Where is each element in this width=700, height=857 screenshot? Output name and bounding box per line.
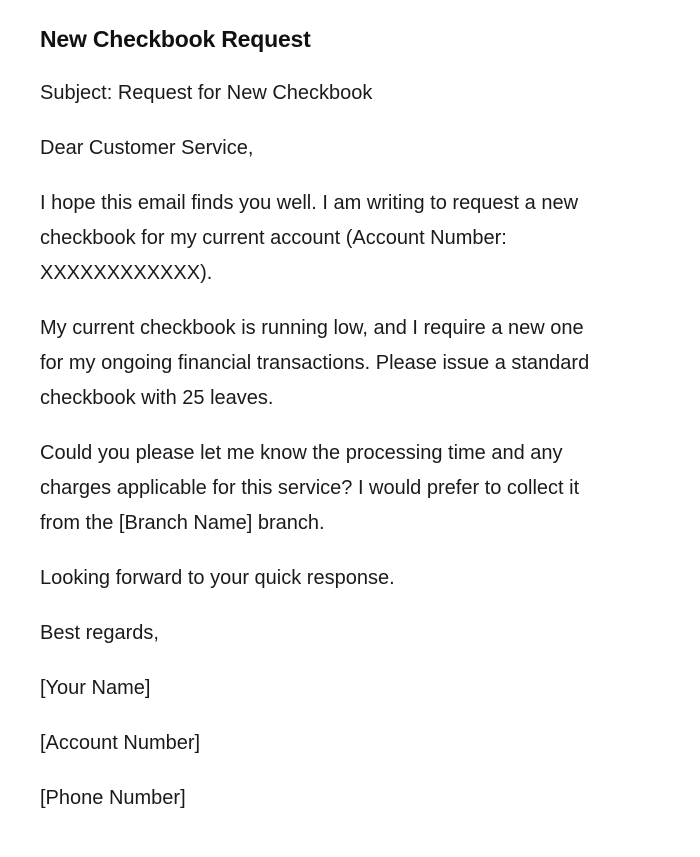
paragraph-body-reason: My current checkbook is running low, and I require a new one for my ongoing financial transactions. Please issue a standard checkbook with 25 leaves. (40, 317, 590, 409)
paragraph-signoff: Best regards, (40, 622, 159, 644)
placeholder-your-name: [Your Name] (40, 677, 151, 699)
paragraph-subject-line: Subject: Request for New Checkbook (40, 82, 373, 104)
placeholder-phone-number: [Phone Number] (40, 787, 186, 809)
paragraph-body-processing: Could you please let me know the processing time and any charges applicable for this service? I would prefer to collect it from the [Branch Name] branch. (40, 442, 580, 534)
document-title: New Checkbook Request (40, 26, 311, 52)
paragraph-closing: Looking forward to your quick response. (40, 567, 395, 589)
paragraph-body-request: I hope this email finds you well. I am writing to request a new checkbook for my current account (Account Number: XXXXXXXXXXXX). (40, 192, 579, 284)
placeholder-account-number: [Account Number] (40, 732, 201, 754)
paragraph-greeting: Dear Customer Service, (40, 137, 254, 159)
